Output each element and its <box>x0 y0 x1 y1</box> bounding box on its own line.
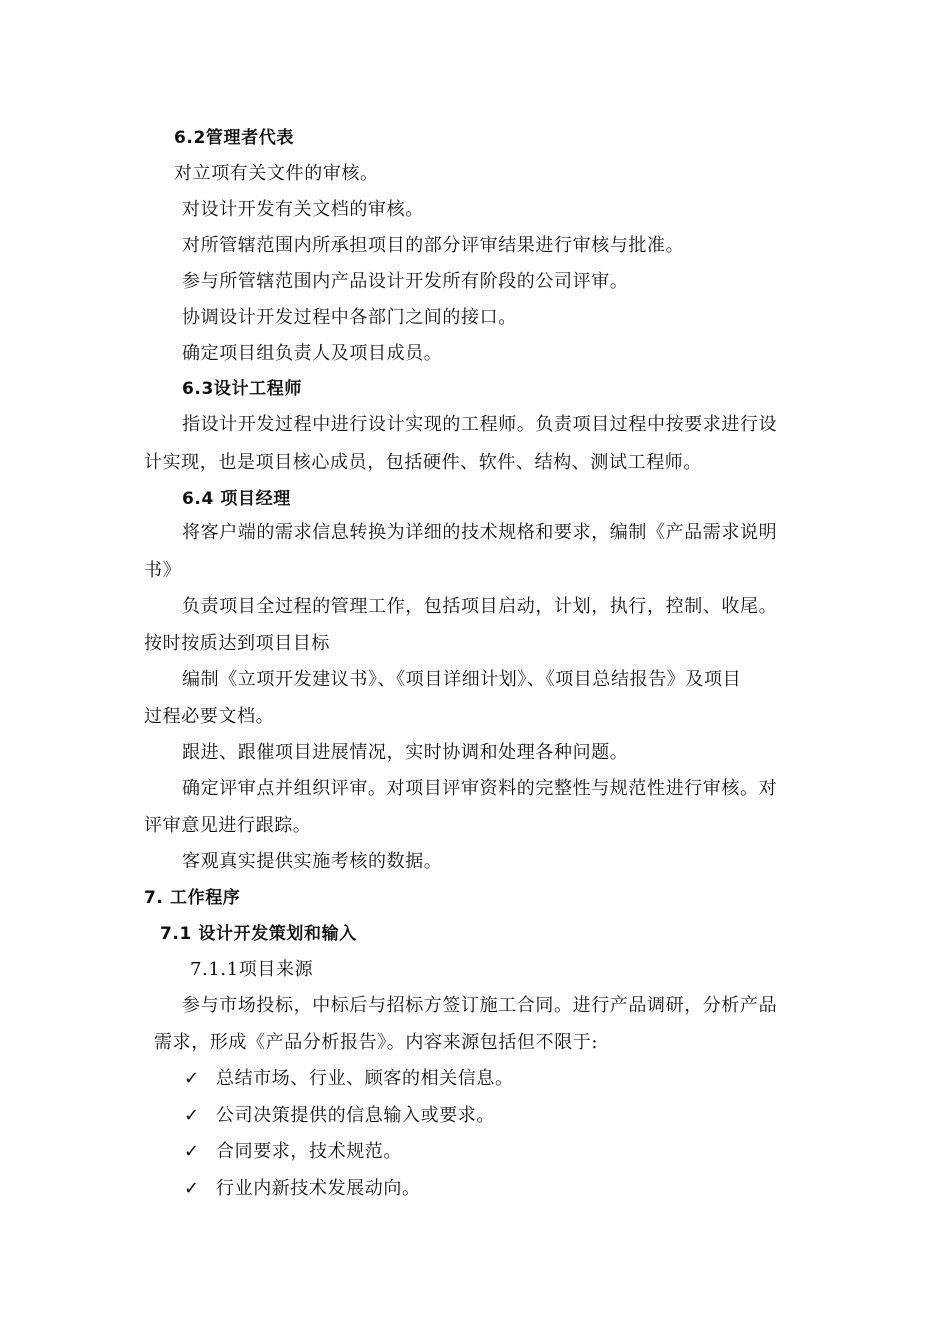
paragraph: 对设计开发有关文档的审核。 <box>182 199 424 220</box>
heading-6-4: 6.4 项目经理 <box>182 489 291 509</box>
paragraph-line: 将客户端的需求信息转换为详细的技术规格和要求，编制《产品需求说明 <box>182 522 778 543</box>
heading-7-1-1: 7.1.1项目来源 <box>190 959 314 980</box>
paragraph: 参与所管辖范围内产品设计开发所有阶段的公司评审。 <box>182 271 629 292</box>
check-icon: ✓ <box>184 1105 200 1126</box>
paragraph-line: 过程必要文档。 <box>144 706 275 727</box>
paragraph: 确定项目组负责人及项目成员。 <box>182 343 443 364</box>
bullet-item: 总结市场、行业、顾客的相关信息。 <box>216 1068 514 1089</box>
check-icon: ✓ <box>184 1141 200 1162</box>
check-icon: ✓ <box>184 1068 200 1089</box>
paragraph-line: 编制《立项开发建议书》、《项目详细计划》、《项目总结报告》及项目 <box>182 669 742 690</box>
paragraph-line: 评审意见进行跟踪。 <box>144 815 312 836</box>
paragraph-line: 参与市场投标，中标后与招标方签订施工合同。进行产品调研，分析产品 <box>182 995 778 1016</box>
paragraph-line: 需求，形成《产品分析报告》。内容来源包括但不限于: <box>154 1032 599 1053</box>
paragraph: 跟进、跟催项目进展情况，实时协调和处理各种问题。 <box>182 742 629 763</box>
paragraph-line: 按时按质达到项目目标 <box>144 633 330 654</box>
heading-7-1: 7.1 设计开发策划和输入 <box>160 924 357 944</box>
paragraph: 对所管辖范围内所承担项目的部分评审结果进行审核与批准。 <box>182 235 685 256</box>
check-icon: ✓ <box>184 1178 200 1199</box>
paragraph-line: 确定评审点并组织评审。对项目评审资料的完整性与规范性进行审核。对 <box>182 778 778 799</box>
paragraph-line: 指设计开发过程中进行设计实现的工程师。负责项目过程中按要求进行设 <box>182 414 778 435</box>
bullet-item: 合同要求，技术规范。 <box>216 1141 402 1162</box>
heading-7: 7. 工作程序 <box>144 888 241 908</box>
heading-6-2: 6.2管理者代表 <box>174 128 294 148</box>
paragraph-line: 书》 <box>144 560 182 581</box>
paragraph-line: 负责项目全过程的管理工作，包括项目启动，计划，执行，控制、收尾。 <box>182 596 778 617</box>
paragraph: 协调设计开发过程中各部门之间的接口。 <box>182 307 517 328</box>
bullet-item: 公司决策提供的信息输入或要求。 <box>216 1105 495 1126</box>
paragraph-line: 计实现，也是项目核心成员，包括硬件、软件、结构、测试工程师。 <box>144 452 702 473</box>
bullet-item: 行业内新技术发展动向。 <box>216 1178 421 1199</box>
paragraph: 客观真实提供实施考核的数据。 <box>182 851 443 872</box>
paragraph: 对立项有关文件的审核。 <box>174 163 379 184</box>
heading-6-3: 6.3设计工程师 <box>182 379 302 399</box>
